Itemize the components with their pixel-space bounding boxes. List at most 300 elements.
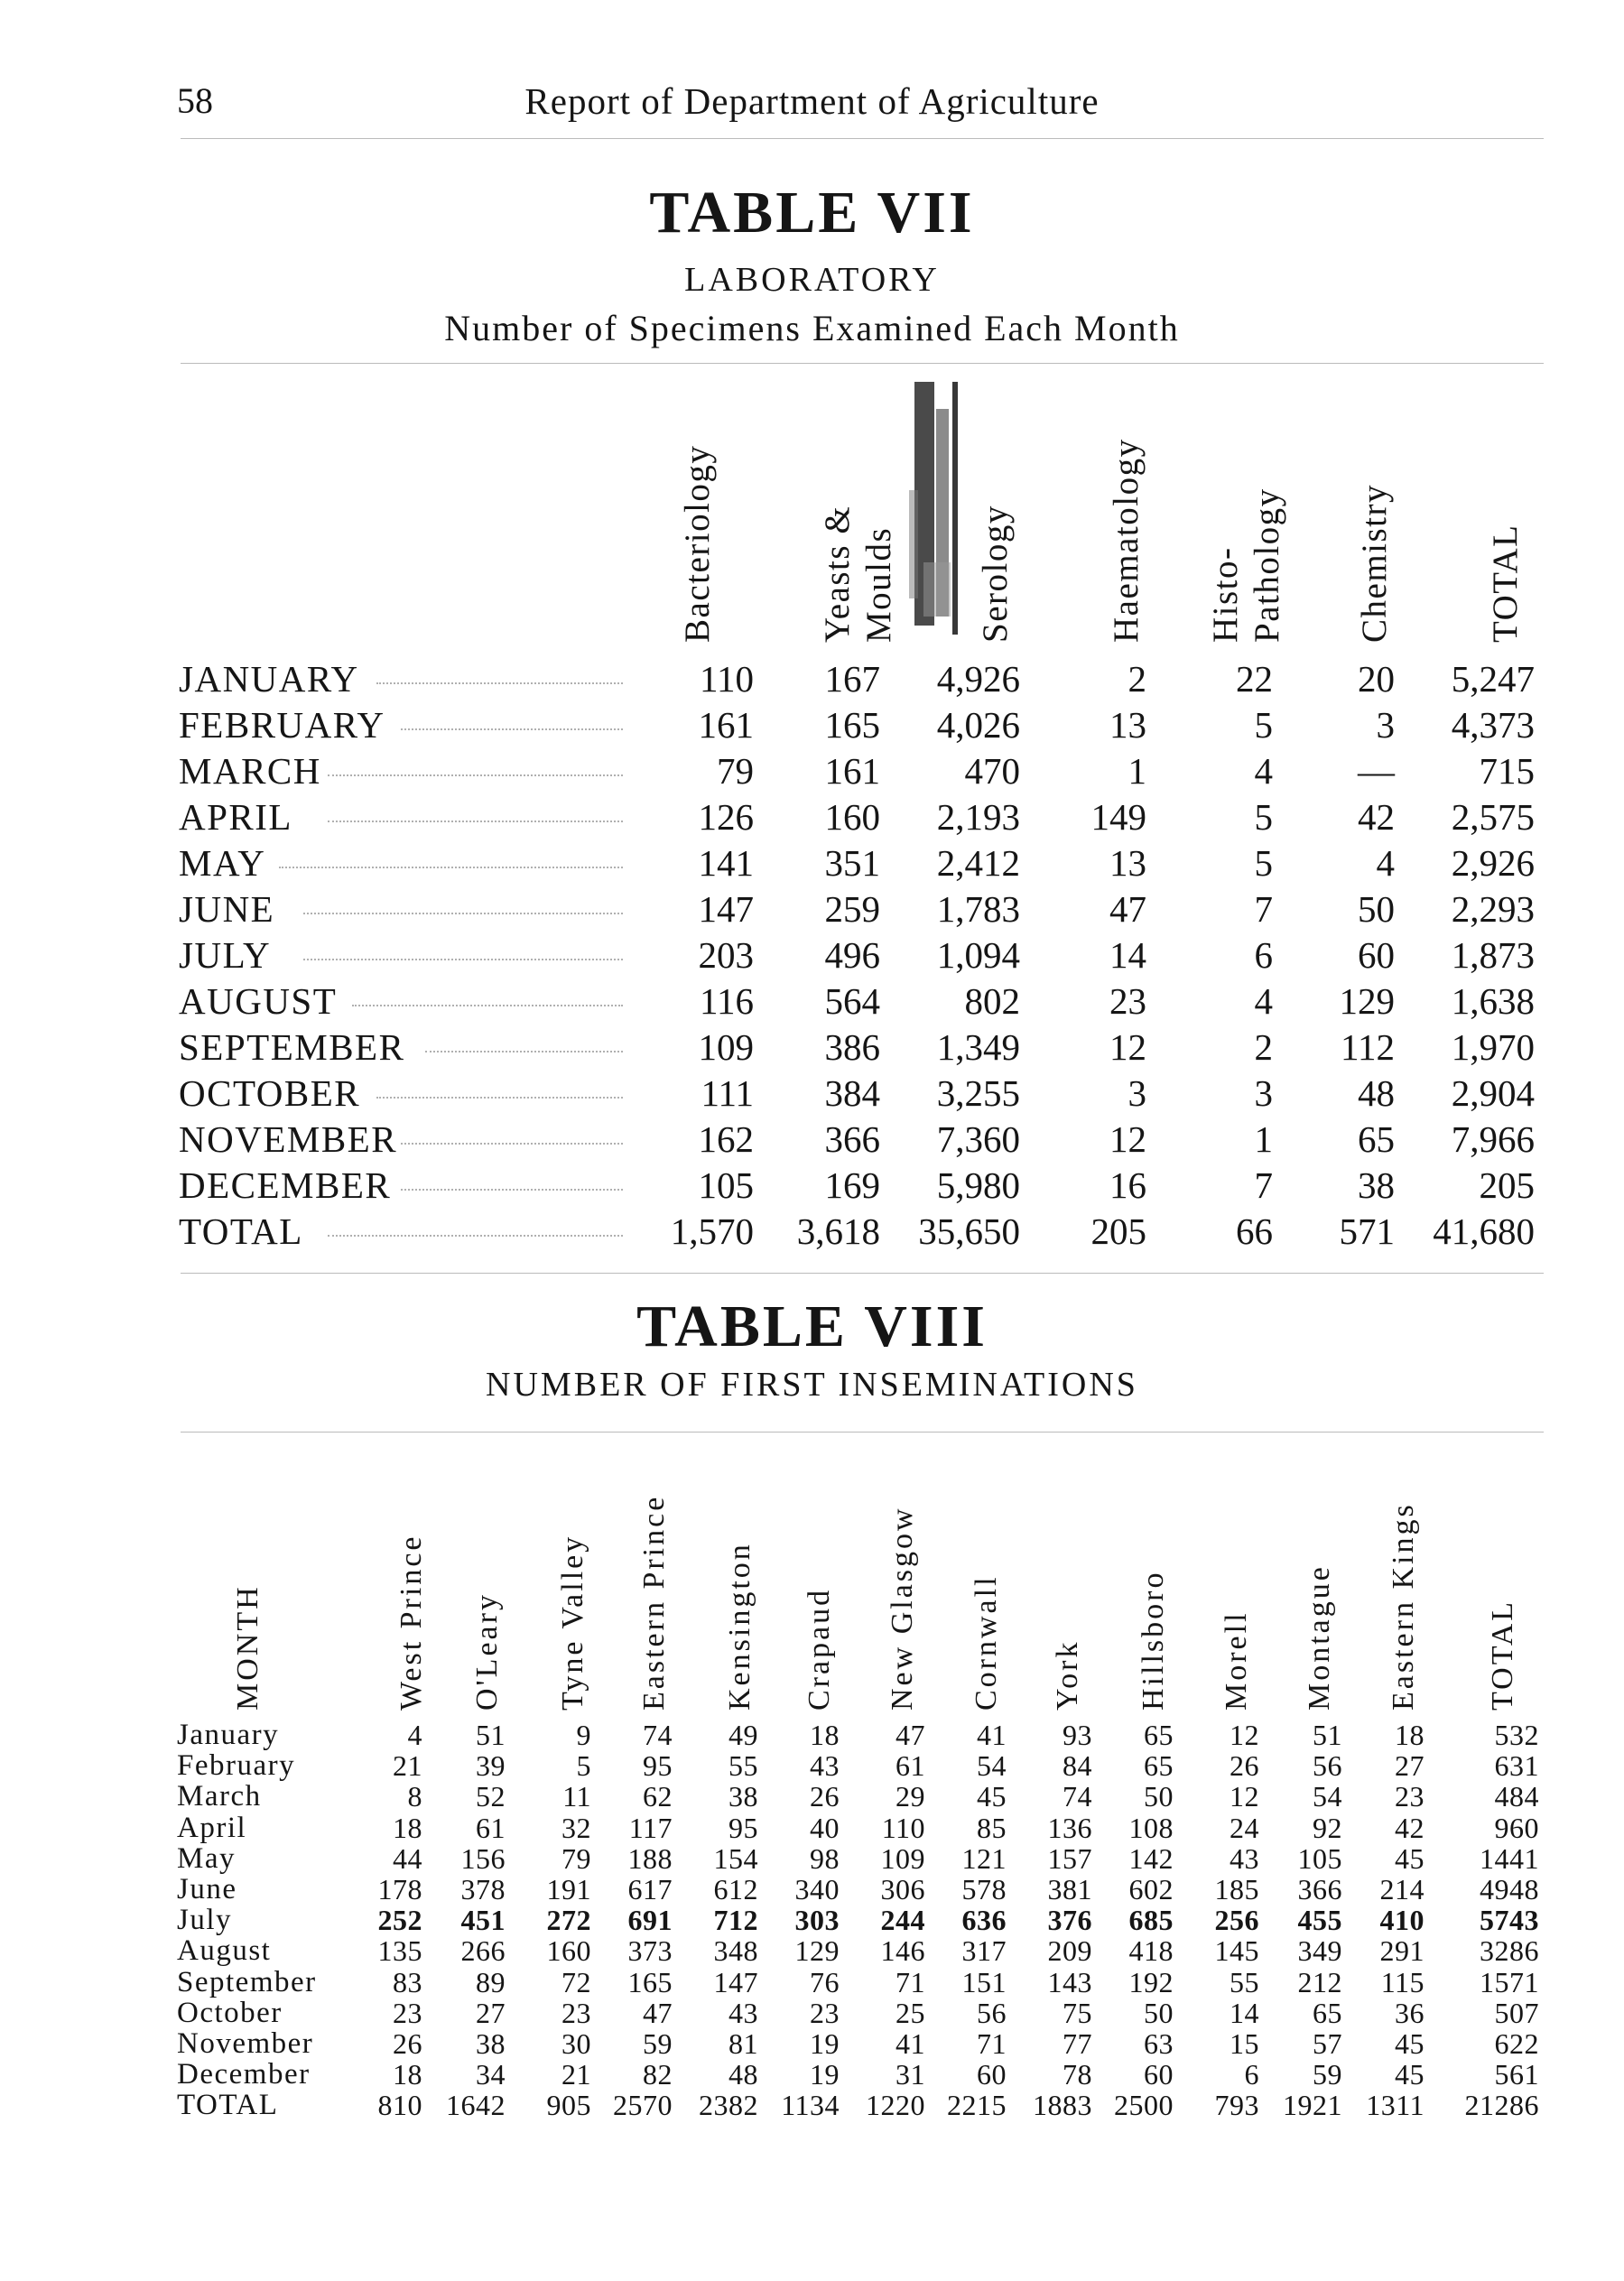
- table-cell: 20: [1358, 658, 1395, 700]
- table-cell: 45: [1395, 2058, 1424, 2091]
- table-cell: 802: [964, 980, 1020, 1022]
- table-cell: 712: [713, 1904, 758, 1937]
- table-cell: 2,904: [1451, 1072, 1535, 1114]
- row-month-label: August: [177, 1934, 272, 1968]
- table-cell: 2,293: [1451, 888, 1535, 930]
- table-cell: 135: [377, 1934, 422, 1968]
- table-cell: 44: [393, 1841, 422, 1875]
- table-cell: 110: [700, 658, 754, 700]
- table8-top-rule: [181, 1432, 1544, 1433]
- table-row: [0, 795, 1624, 841]
- table-cell: 905: [546, 2089, 591, 2122]
- table8-col-header: West Prince: [394, 1534, 428, 1711]
- table-cell: 147: [713, 1965, 758, 1998]
- table8-month-header: MONTH: [231, 1584, 264, 1711]
- table-row: [0, 1966, 1624, 1998]
- table-cell: 142: [1128, 1841, 1174, 1875]
- table-cell: 349: [1297, 1934, 1342, 1968]
- row-month-label: November: [177, 2027, 314, 2060]
- table8-col-header: Tyne Valley: [556, 1534, 589, 1711]
- row-month-label: March: [177, 1780, 262, 1813]
- row-month-label: JUNE: [179, 888, 275, 930]
- table8-col-header: TOTAL: [1486, 1599, 1519, 1711]
- table-cell: 960: [1494, 1811, 1539, 1844]
- table-cell: 55: [728, 1749, 758, 1783]
- table8-col-header: Hillsboro: [1137, 1570, 1170, 1711]
- table-cell: 48: [728, 2058, 758, 2091]
- table-cell: 1,873: [1451, 934, 1535, 976]
- table-cell: 47: [1109, 888, 1146, 930]
- table-row: [0, 887, 1624, 933]
- table-cell: 157: [1047, 1841, 1092, 1875]
- table-cell: 636: [961, 1904, 1007, 1937]
- table-cell: 78: [1063, 2058, 1092, 2091]
- table-cell: 50: [1358, 888, 1395, 930]
- table-cell: 98: [810, 1841, 840, 1875]
- table-cell: 340: [794, 1873, 840, 1905]
- table-row: [0, 1780, 1624, 1812]
- table-cell: 65: [1313, 1996, 1342, 2029]
- table-cell: 23: [1395, 1780, 1424, 1813]
- table-cell: 2,412: [936, 842, 1020, 884]
- table-cell: 65: [1144, 1719, 1174, 1751]
- table-cell: 36: [1395, 1996, 1424, 2029]
- table-cell: 451: [460, 1904, 506, 1937]
- table-row: [0, 1210, 1624, 1256]
- table-cell: 244: [880, 1904, 925, 1937]
- table-cell: 564: [824, 980, 880, 1022]
- table-cell: 3: [1376, 704, 1395, 746]
- table-cell: 4: [407, 1719, 422, 1751]
- table-cell: 617: [627, 1873, 673, 1905]
- table-cell: 376: [1047, 1904, 1092, 1937]
- table-cell: 169: [824, 1164, 880, 1206]
- table-cell: 162: [698, 1118, 754, 1160]
- table-cell: 12: [1230, 1719, 1259, 1751]
- row-month-label: July: [177, 1904, 233, 1937]
- table-cell: 89: [476, 1965, 506, 1998]
- table-cell: 1,570: [670, 1210, 754, 1252]
- table-cell: 6: [1254, 934, 1273, 976]
- table-row: [0, 1997, 1624, 2028]
- table-cell: 41: [896, 2027, 925, 2060]
- table-cell: 602: [1128, 1873, 1174, 1905]
- table-cell: —: [1358, 750, 1395, 792]
- table-cell: 117: [628, 1811, 673, 1844]
- table-cell: 386: [824, 1026, 880, 1068]
- table-cell: 4,926: [936, 658, 1020, 700]
- table-cell: 1,970: [1451, 1026, 1535, 1068]
- table-cell: 455: [1297, 1904, 1342, 1937]
- table-cell: 56: [1313, 1749, 1342, 1783]
- table-cell: 12: [1109, 1026, 1146, 1068]
- table-cell: 23: [561, 1996, 591, 2029]
- table-cell: 42: [1395, 1811, 1424, 1844]
- table-cell: 3: [1254, 1072, 1273, 1114]
- row-month-label: December: [177, 2058, 311, 2091]
- row-month-label: APRIL: [179, 796, 292, 838]
- table-cell: 561: [1494, 2058, 1539, 2091]
- table-cell: 60: [977, 2058, 1007, 2091]
- table-cell: 43: [1230, 1841, 1259, 1875]
- table-cell: 30: [561, 2027, 591, 2060]
- table8-col-header: Kensington: [723, 1542, 756, 1711]
- table-cell: 41: [977, 1719, 1007, 1751]
- table7-top-rule: [181, 363, 1544, 364]
- table-cell: 50: [1144, 1996, 1174, 2029]
- table-cell: 291: [1379, 1934, 1424, 1968]
- table-cell: 74: [1063, 1780, 1092, 1813]
- table-cell: 59: [643, 2027, 673, 2060]
- table-cell: 7,360: [936, 1118, 1020, 1160]
- table-cell: 61: [476, 1811, 506, 1844]
- running-title: Report of Department of Agriculture: [524, 80, 1100, 122]
- table-cell: 156: [460, 1841, 506, 1875]
- table-cell: 167: [824, 658, 880, 700]
- table-cell: 612: [713, 1873, 758, 1905]
- table-cell: 105: [1297, 1841, 1342, 1875]
- table-cell: 212: [1297, 1965, 1342, 1998]
- table-cell: 147: [698, 888, 754, 930]
- table-cell: 161: [824, 750, 880, 792]
- table-cell: 11: [562, 1780, 591, 1813]
- table-cell: 348: [713, 1934, 758, 1968]
- table-cell: 54: [1313, 1780, 1342, 1813]
- row-month-label: FEBRUARY: [179, 704, 385, 746]
- table-cell: 1,638: [1451, 980, 1535, 1022]
- table8-col-header: Eastern Kings: [1387, 1502, 1420, 1711]
- table-cell: 366: [1297, 1873, 1342, 1905]
- table-cell: 214: [1379, 1873, 1424, 1905]
- table-cell: 45: [1395, 1841, 1424, 1875]
- table-cell: 4: [1254, 750, 1273, 792]
- table-cell: 252: [377, 1904, 422, 1937]
- table-cell: 3: [1128, 1072, 1146, 1114]
- table-cell: 470: [964, 750, 1020, 792]
- table8-col-header: Morell: [1220, 1610, 1253, 1711]
- table-cell: 121: [961, 1841, 1007, 1875]
- table-cell: 165: [627, 1965, 673, 1998]
- table-cell: 1311: [1366, 2089, 1424, 2122]
- table-cell: 27: [476, 1996, 506, 2029]
- table-cell: 129: [794, 1934, 840, 1968]
- row-month-label: September: [177, 1965, 317, 1998]
- table-cell: 109: [698, 1026, 754, 1068]
- table-cell: 16: [1109, 1164, 1146, 1206]
- table-cell: 66: [1236, 1210, 1273, 1252]
- table-cell: 57: [1313, 2027, 1342, 2060]
- table-cell: 484: [1494, 1780, 1539, 1813]
- table-cell: 1883: [1033, 2089, 1092, 2122]
- table-cell: 29: [896, 1780, 925, 1813]
- table-cell: 26: [393, 2027, 422, 2060]
- table-cell: 61: [896, 1749, 925, 1783]
- table-cell: 631: [1494, 1749, 1539, 1783]
- table-cell: 5,247: [1451, 658, 1535, 700]
- table-row: [0, 1934, 1624, 1966]
- table-cell: 146: [880, 1934, 925, 1968]
- table-row: [0, 1873, 1624, 1905]
- table-row: [0, 1117, 1624, 1164]
- table-cell: 381: [1047, 1873, 1092, 1905]
- table-cell: 810: [377, 2089, 422, 2122]
- table-cell: 93: [1063, 1719, 1092, 1751]
- table-cell: 151: [961, 1965, 1007, 1998]
- table-cell: 4: [1254, 980, 1273, 1022]
- table-cell: 2500: [1114, 2089, 1174, 2122]
- table-cell: 1441: [1480, 1841, 1539, 1875]
- table-cell: 496: [824, 934, 880, 976]
- table-row: [0, 1071, 1624, 1117]
- row-month-label: JULY: [179, 934, 272, 976]
- table-cell: 9: [576, 1719, 591, 1751]
- table-cell: 5: [1254, 796, 1273, 838]
- table-cell: 39: [476, 1749, 506, 1783]
- table-cell: 384: [824, 1072, 880, 1114]
- table-cell: 5: [1254, 842, 1273, 884]
- table-cell: 23: [1109, 980, 1146, 1022]
- table-cell: 205: [1479, 1164, 1535, 1206]
- table-row: [0, 933, 1624, 979]
- table7-col-header: TOTAL: [1486, 524, 1525, 643]
- table-cell: 3,255: [936, 1072, 1020, 1114]
- table-cell: 18: [393, 2058, 422, 2091]
- table-row: [0, 2089, 1624, 2120]
- table-cell: 48: [1358, 1072, 1395, 1114]
- table-cell: 161: [698, 704, 754, 746]
- table7-col-header: Serology: [976, 505, 1015, 643]
- table-cell: 3286: [1480, 1934, 1539, 1968]
- table-cell: 4,026: [936, 704, 1020, 746]
- table-cell: 1571: [1480, 1965, 1539, 1998]
- table-cell: 111: [701, 1072, 754, 1114]
- table-cell: 691: [627, 1904, 673, 1937]
- table-cell: 115: [1380, 1965, 1424, 1998]
- table-cell: 203: [698, 934, 754, 976]
- table-cell: 95: [728, 1811, 758, 1844]
- table-cell: 129: [1339, 980, 1395, 1022]
- table-cell: 13: [1109, 704, 1146, 746]
- row-month-label: TOTAL: [179, 1210, 303, 1252]
- table-cell: 43: [728, 1996, 758, 2029]
- table-cell: 22: [1236, 658, 1273, 700]
- table-cell: 2570: [613, 2089, 673, 2122]
- table7-col-header: Bacteriology: [678, 444, 717, 643]
- table-cell: 41,680: [1433, 1210, 1535, 1252]
- table7-col-header: Haematology: [1107, 438, 1146, 643]
- table-cell: 149: [1090, 796, 1146, 838]
- table-cell: 259: [824, 888, 880, 930]
- table-row: [0, 1719, 1624, 1750]
- table-cell: 188: [627, 1841, 673, 1875]
- table-cell: 266: [460, 1934, 506, 1968]
- row-month-label: AUGUST: [179, 980, 338, 1022]
- table-cell: 126: [698, 796, 754, 838]
- table-cell: 50: [1144, 1780, 1174, 1813]
- table-cell: 160: [546, 1934, 591, 1968]
- table-cell: 60: [1358, 934, 1395, 976]
- table-cell: 59: [1313, 2058, 1342, 2091]
- table-cell: 63: [1144, 2027, 1174, 2060]
- table-cell: 45: [977, 1780, 1007, 1813]
- table-cell: 21: [561, 2058, 591, 2091]
- table-cell: 95: [643, 1749, 673, 1783]
- row-month-label: JANUARY: [179, 658, 359, 700]
- table-cell: 1: [1254, 1118, 1273, 1160]
- table-cell: 2: [1254, 1026, 1273, 1068]
- table-cell: 18: [810, 1719, 840, 1751]
- table-cell: 685: [1128, 1904, 1174, 1937]
- scan-smudge-mark: [905, 382, 979, 644]
- table-cell: 317: [961, 1934, 1007, 1968]
- table-cell: 74: [643, 1719, 673, 1751]
- table-cell: 108: [1128, 1811, 1174, 1844]
- table-cell: 65: [1144, 1749, 1174, 1783]
- row-month-label: February: [177, 1749, 296, 1783]
- table-row: [0, 703, 1624, 749]
- table-cell: 373: [627, 1934, 673, 1968]
- table-cell: 24: [1230, 1811, 1259, 1844]
- table-cell: 54: [977, 1749, 1007, 1783]
- table-cell: 2: [1128, 658, 1146, 700]
- table8-col-header: O'Leary: [470, 1592, 504, 1711]
- table-cell: 1,783: [936, 888, 1020, 930]
- table-cell: 42: [1358, 796, 1395, 838]
- table-cell: 191: [546, 1873, 591, 1905]
- table7-col-header: Chemistry: [1355, 484, 1394, 643]
- table-cell: 112: [1341, 1026, 1395, 1068]
- table-cell: 4: [1376, 842, 1395, 884]
- table-row: [0, 1749, 1624, 1781]
- table-cell: 5: [1254, 704, 1273, 746]
- table-cell: 83: [393, 1965, 422, 1998]
- table-cell: 15: [1230, 2027, 1259, 2060]
- table-row: [0, 979, 1624, 1025]
- table-cell: 14: [1109, 934, 1146, 976]
- table-row: [0, 2058, 1624, 2090]
- table-cell: 62: [643, 1780, 673, 1813]
- row-month-label: June: [177, 1873, 237, 1905]
- leader-dots: [279, 867, 623, 868]
- row-month-label: October: [177, 1996, 283, 2029]
- table-cell: 92: [1313, 1811, 1342, 1844]
- table-cell: 56: [977, 1996, 1007, 2029]
- table-cell: 85: [977, 1811, 1007, 1844]
- table8-subtitle: NUMBER OF FIRST INSEMINATIONS: [486, 1366, 1138, 1404]
- table-cell: 7,966: [1451, 1118, 1535, 1160]
- table-cell: 532: [1494, 1719, 1539, 1751]
- table-cell: 141: [698, 842, 754, 884]
- table-cell: 2382: [699, 2089, 758, 2122]
- table8-col-header: York: [1051, 1639, 1084, 1711]
- table-cell: 4948: [1480, 1873, 1539, 1905]
- table-cell: 622: [1494, 2027, 1539, 2060]
- table8-title: TABLE VIII: [636, 1293, 988, 1359]
- table-cell: 38: [476, 2027, 506, 2060]
- table-cell: 205: [1090, 1210, 1146, 1252]
- table-cell: 3,618: [796, 1210, 880, 1252]
- table-cell: 79: [717, 750, 754, 792]
- table-cell: 1921: [1283, 2089, 1342, 2122]
- table-row: [0, 2027, 1624, 2059]
- table-cell: 13: [1109, 842, 1146, 884]
- table-cell: 82: [643, 2058, 673, 2091]
- page-number: 58: [177, 80, 213, 121]
- table-cell: 154: [713, 1841, 758, 1875]
- table-cell: 60: [1144, 2058, 1174, 2091]
- table8-col-header: Cornwall: [970, 1574, 1003, 1711]
- table-cell: 256: [1214, 1904, 1259, 1937]
- table-cell: 418: [1128, 1934, 1174, 1968]
- row-month-label: OCTOBER: [179, 1072, 361, 1114]
- table-cell: 40: [810, 1811, 840, 1844]
- table-cell: 105: [698, 1164, 754, 1206]
- table-cell: 38: [1358, 1164, 1395, 1206]
- table7-description: Number of Specimens Examined Each Month: [444, 308, 1180, 348]
- table-cell: 23: [393, 1996, 422, 2029]
- table-cell: 1220: [866, 2089, 925, 2122]
- table7-bottom-rule: [181, 1273, 1544, 1274]
- table-cell: 6: [1244, 2058, 1259, 2091]
- table-cell: 1642: [446, 2089, 506, 2122]
- table-cell: 1,349: [936, 1026, 1020, 1068]
- table-cell: 507: [1494, 1996, 1539, 2029]
- table-cell: 84: [1063, 1749, 1092, 1783]
- table-cell: 160: [824, 796, 880, 838]
- table-cell: 192: [1128, 1965, 1174, 1998]
- table-cell: 571: [1339, 1210, 1395, 1252]
- table-cell: 32: [561, 1811, 591, 1844]
- table-cell: 145: [1214, 1934, 1259, 1968]
- table-cell: 31: [896, 2058, 925, 2091]
- table-cell: 306: [880, 1873, 925, 1905]
- table-row: [0, 657, 1624, 703]
- table-cell: 49: [728, 1719, 758, 1751]
- table-cell: 18: [393, 1811, 422, 1844]
- table-cell: 8: [407, 1780, 422, 1813]
- table-cell: 1: [1128, 750, 1146, 792]
- table-cell: 26: [810, 1780, 840, 1813]
- table-cell: 21: [393, 1749, 422, 1783]
- table-cell: 79: [561, 1841, 591, 1875]
- table-cell: 51: [1313, 1719, 1342, 1751]
- table-row: [0, 749, 1624, 795]
- table-cell: 410: [1379, 1904, 1424, 1937]
- table8-col-header: New Glasgow: [886, 1506, 919, 1711]
- table-cell: 34: [476, 2058, 506, 2091]
- table-cell: 19: [810, 2058, 840, 2091]
- table-cell: 35,650: [918, 1210, 1020, 1252]
- row-month-label: NOVEMBER: [179, 1118, 398, 1160]
- table-cell: 81: [728, 2027, 758, 2060]
- table-cell: 12: [1109, 1118, 1146, 1160]
- table8-col-header: Eastern Prince: [637, 1494, 671, 1711]
- table-row: [0, 1812, 1624, 1843]
- table-cell: 109: [880, 1841, 925, 1875]
- table-cell: 5: [576, 1749, 591, 1783]
- row-month-label: DECEMBER: [179, 1164, 392, 1206]
- table-cell: 51: [476, 1719, 506, 1751]
- table-cell: 136: [1047, 1811, 1092, 1844]
- table-cell: 47: [896, 1719, 925, 1751]
- table-cell: 272: [546, 1904, 591, 1937]
- table-row: [0, 1904, 1624, 1935]
- table8-col-header: Crapaud: [803, 1587, 836, 1711]
- table-cell: 25: [896, 1996, 925, 2029]
- table7-title: TABLE VII: [649, 180, 975, 246]
- row-month-label: SEPTEMBER: [179, 1026, 405, 1068]
- row-month-label: May: [177, 1841, 236, 1875]
